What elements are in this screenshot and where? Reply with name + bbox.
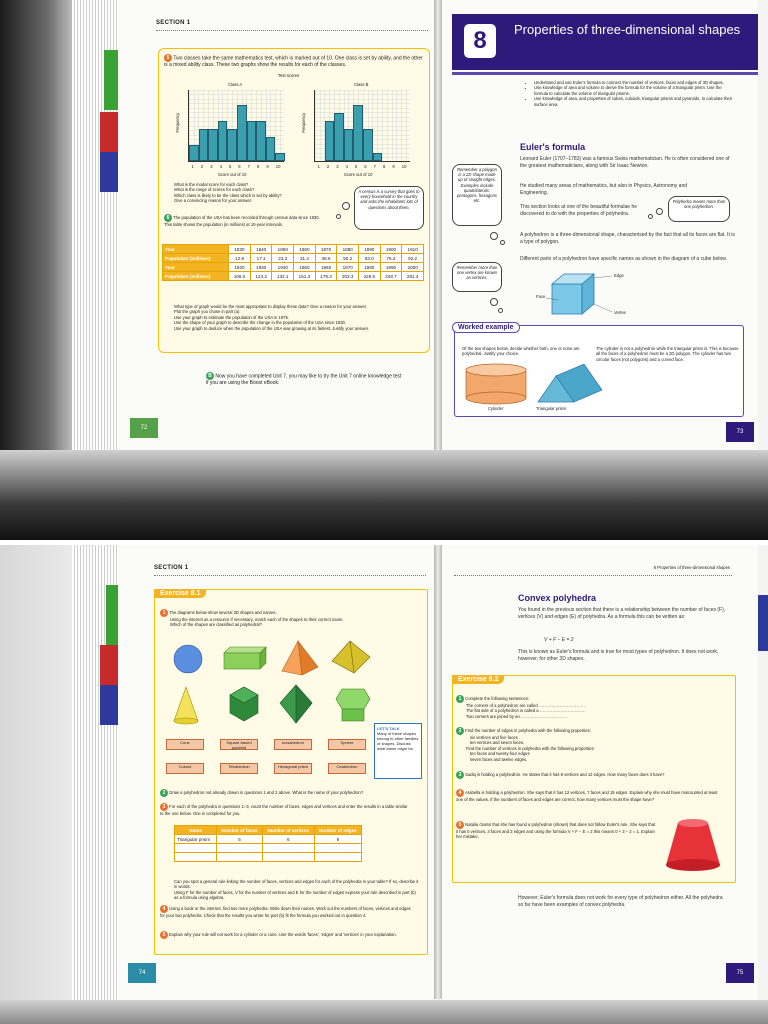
question-intro: 5 Two classes take the same mathematics test, which is marked out of 10. One class is set by ability, and the other is a mixed ability class. These two graphs show the results for each of the classes. — [164, 55, 423, 68]
histogram-bar — [189, 145, 199, 161]
question-number: 6 — [164, 214, 172, 222]
histogram-bar — [344, 129, 354, 161]
table-row — [163, 254, 424, 263]
census-callout: A census is a survey that goes to every household in the country and asks the inhabitants lots of questions about them. — [354, 186, 424, 230]
histogram-bar — [266, 137, 276, 161]
table-cell: 281.4 — [402, 272, 424, 281]
graph-a — [188, 90, 284, 162]
shape-name-hexagonal-prism[interactable]: Hexagonal prism — [274, 763, 312, 774]
page-73 — [440, 0, 758, 450]
column-header: Number of edges — [314, 826, 361, 835]
thought-bubble — [490, 232, 498, 240]
x-tick-label: 1 — [317, 164, 320, 169]
histogram-bar — [256, 121, 266, 161]
thought-bubble — [648, 214, 653, 219]
para-3: This section looks at one of the beautiful formulae he discovered to do with the properties of polyhedra. — [520, 204, 638, 217]
table-cell: 1870 — [315, 245, 337, 254]
table-cell: 6 — [262, 835, 314, 844]
shape-name-cone[interactable]: Cone — [166, 739, 204, 750]
x-tick-label: 9 — [266, 164, 269, 169]
para-5: Different parts of a polyhedron have specific names as shown in the diagram of a cube below. — [520, 256, 727, 262]
table-cell: 2000 — [402, 263, 424, 272]
frustum-drawing — [662, 815, 724, 875]
table-cell: 106.0 — [229, 272, 251, 281]
question-number: 4 — [456, 789, 464, 797]
table-cell: 1880 — [337, 245, 359, 254]
table-row — [163, 263, 424, 272]
histogram-bar — [237, 105, 247, 161]
x-tick-label: 10 — [275, 164, 281, 169]
page-number: 73 — [726, 422, 754, 442]
q5-block: 5 Natalia claims that she has found a polyhedron (shown) that does not follow Euler's rule. She says that it has 0 vertices, 3 faces and 2 edges and using the formula V + F − E = 2 this means 0 + 3 − 2 = 1. Explain her mistake. — [456, 822, 656, 840]
page-number: 74 — [128, 963, 156, 983]
q4-text: Can you spot a general rule linking the number of faces, vertices and edges for each of the polyhedra in your table? If so, describe it in words. Using F for the number of faces, V for the number of vertices and E for the number of edges express your rule described in part (b) as a formula using algebra. — [174, 879, 419, 901]
formula: V + F − E = 2 — [544, 637, 574, 643]
table-cell: 23.2 — [272, 254, 294, 263]
q6-text: 5 Explain why your rule will not work for a cylinder or a cone. Use the words 'faces', 'edges' and 'vertices' in your explanation. — [160, 931, 416, 939]
table-cell: 50.2 — [337, 254, 359, 263]
questions-a: What is the modal score for each class? What is the range of scores for each class? Which class is likely to be the class which is set by ability? Give a convincing reason for your answer. — [174, 182, 282, 204]
worked-question: Of the two shapes below, decide whether both, one or none are polyhedral. Justify your choice. — [462, 346, 580, 357]
table-cell — [262, 844, 314, 853]
x-tick-label: 3 — [336, 164, 339, 169]
graph-b — [314, 90, 410, 162]
table-cell: 1860 — [294, 245, 316, 254]
para-3: However, Euler's formula does not work for every type of polyhedron either. All the polyhedra so far have been examples of convex polyhedra. — [518, 895, 723, 908]
polygon-callout: Remember a polygon is a 2D shape made up of straight edges. Examples include quadrilaterals, pentagons, hexagons etc. — [452, 164, 502, 226]
objective-item: • Understand and use Euler's formula to connect the number of vertices, faces and edges of 3D shapes. — [534, 80, 734, 85]
page-74 — [118, 545, 436, 1000]
graph-b-ylabel: Frequency — [301, 112, 307, 133]
thought-bubble — [500, 240, 505, 245]
table-cell: Triangular prism — [175, 835, 217, 844]
x-tick-label: 5 — [228, 164, 232, 169]
histogram-bar — [275, 153, 285, 161]
histogram-bar — [353, 105, 363, 161]
prism-drawing — [534, 362, 604, 408]
x-tick-label: 5 — [354, 164, 358, 169]
thought-bubble — [336, 214, 341, 219]
table-cell: 1910 — [402, 245, 424, 254]
q6-intro: 6 The population of the USA has been recorded through census data since 1830. This table shows the population (in millions) at 10-year intervals. — [164, 215, 320, 227]
objective-item: • Use knowledge of area, and properties of cubes, cuboids, triangular prisms and pyramids, to calculate their surface area. — [534, 96, 734, 107]
objectives — [526, 80, 734, 107]
histogram-bar — [363, 129, 373, 161]
polyhedra-callout: Polyhedra means more than one polyhedron. — [668, 196, 730, 222]
histogram-bar — [334, 113, 344, 161]
shape-name-tetrahedron[interactable]: Tetrahedron — [220, 763, 258, 774]
histogram-bar — [218, 121, 228, 161]
x-tick-label: 3 — [210, 164, 213, 169]
histogram-bar — [373, 153, 383, 161]
section-label: SECTION 1 — [156, 20, 191, 26]
population-table — [162, 244, 424, 281]
graph-a-ylabel: Frequency — [175, 112, 181, 133]
table-cell — [175, 853, 217, 862]
table-cell: 1940 — [272, 263, 294, 272]
prism-label: Triangular prism — [536, 406, 567, 411]
table-row-empty — [175, 853, 362, 862]
x-tick-label: 7 — [373, 164, 376, 169]
x-tick-label: 4 — [219, 164, 222, 169]
questions-b: What type of graph would be the most appropriate to display these data? Give a reason for your answer. Plot the graph you chose in part (a). Use your graph to estimate the population of the USA in 1975. Use the shape of your graph to describe the change in the population of the USA since 1830. Use your graph to deduce when the population of the USA was growing at its fastest. Justify your answer. — [174, 304, 370, 331]
cube-diagram — [540, 266, 660, 326]
page-75 — [440, 545, 758, 1000]
x-tick-label: 6 — [364, 164, 367, 169]
question-number: 5 — [164, 54, 172, 62]
x-tick-label: 2 — [326, 164, 330, 169]
question-number: 4 — [160, 905, 168, 913]
question-number: 5 — [160, 931, 168, 939]
q3-block: 3 Sadiq is holding a polyhedron. He states that it has 8 vertices and 12 edges. How many faces does it have? — [456, 771, 726, 779]
row-header: Population (millions) — [163, 254, 229, 263]
worked-answer: The cylinder is not a polyhedron while the triangular prism is. This is because all the faces of a polyhedron must be a 2D polygon. The cylinder has two circular faces (not polygons) and a curved face. — [596, 346, 739, 362]
lets-talk-box — [374, 723, 422, 779]
table-cell: 203.3 — [337, 272, 359, 281]
thought-bubble — [498, 308, 503, 313]
question-number: 2 — [160, 789, 168, 797]
gutter — [434, 0, 442, 515]
table-row — [163, 272, 424, 281]
question-number: 5 — [456, 821, 464, 829]
divider — [156, 30, 428, 31]
faces-table — [174, 825, 362, 862]
divider — [454, 575, 732, 576]
table-row — [163, 245, 424, 254]
table-row — [175, 835, 362, 844]
shape-name-cuboid[interactable]: Cuboid — [166, 763, 204, 774]
graph-a-xticks — [188, 164, 284, 169]
row-header: Population (millions) — [163, 272, 229, 281]
worked-example-label: Worked example — [452, 322, 520, 333]
table-cell: 17.1 — [250, 254, 272, 263]
column-header: Number of faces — [217, 826, 263, 835]
lets-talk-title: LET'S TALK — [377, 726, 400, 731]
book-shadow — [0, 545, 80, 1024]
q5-text: 4 Using a book or the internet, find two more polyhedra. Write down their names. Work out the numbers of faces, vertices and edges for your two polyhedra. Check that the results you wrote for part (b) fit the formula you worked out in question 4. — [160, 906, 411, 918]
table-cell — [175, 844, 217, 853]
x-tick-label: 1 — [191, 164, 194, 169]
section-label: SECTION 1 — [154, 565, 189, 571]
para-2: He studied many areas of mathematics, but also in Physics, Astronomy and Engineering. — [520, 183, 688, 196]
table-cell: 179.3 — [315, 272, 337, 281]
table-cell: 1850 — [272, 245, 294, 254]
chapter-number: 8 — [464, 24, 496, 58]
histogram-bar — [247, 121, 257, 161]
thought-bubble — [342, 202, 350, 210]
question-number: 3 — [456, 771, 464, 779]
column-header: Number of vertices — [262, 826, 314, 835]
divider — [154, 575, 426, 576]
shape-name-square-pyramid[interactable]: Square-based pyramid — [220, 739, 258, 750]
graph-a-xlabel: Score out of 10 — [218, 172, 247, 177]
question-number: 1 — [456, 695, 464, 703]
cube-edge-label: Edge — [614, 273, 624, 278]
shape-name-icosahedron[interactable]: Icosahedron — [274, 739, 312, 750]
shape-name-octahedron[interactable]: Octahedron — [328, 763, 366, 774]
table-cell: 1830 — [229, 245, 251, 254]
table-cell: 151.3 — [294, 272, 316, 281]
cylinder-label: Cylinder — [488, 406, 504, 411]
table-cell: 76.2 — [380, 254, 402, 263]
x-tick-label: 9 — [392, 164, 395, 169]
table-surface — [0, 1000, 768, 1024]
para-4: A polyhedron is a three-dimensional shape, characterised by the fact that all its faces are flat. It is a type of polygon. — [520, 232, 735, 245]
graph-b-title: Class B — [354, 82, 369, 87]
x-tick-label: 7 — [247, 164, 250, 169]
table-cell: 1920 — [229, 263, 251, 272]
question-number: 2 — [456, 727, 464, 735]
table-header-row — [175, 826, 362, 835]
table-cell — [314, 844, 361, 853]
row-header: Year — [163, 245, 229, 254]
x-tick-label: 8 — [257, 164, 260, 169]
table-cell — [217, 853, 263, 862]
table-cell: 1950 — [294, 263, 316, 272]
question-number: 1 — [160, 609, 168, 617]
para-2: This is known as Euler's formula and is true for most types of polyhedron. It does not work, however, for other 3D shapes. — [518, 649, 719, 662]
table-cell: 38.6 — [315, 254, 337, 263]
table-cell: 248.7 — [380, 272, 402, 281]
x-tick-label: 10 — [401, 164, 407, 169]
page-72 — [118, 0, 436, 450]
boost-icon: B — [206, 372, 214, 380]
section-heading: Euler's formula — [520, 142, 586, 152]
histogram-bar — [325, 121, 335, 161]
gutter — [434, 545, 442, 999]
question-number: 3 — [160, 803, 168, 811]
table-cell: 1890 — [359, 245, 381, 254]
table-cell — [217, 844, 263, 853]
graph-b-xlabel: Score out of 10 — [344, 172, 373, 177]
column-header: Name — [175, 826, 217, 835]
page-number: 75 — [726, 963, 754, 983]
table-cell: 1970 — [337, 263, 359, 272]
page-number: 72 — [130, 418, 158, 438]
exercise-label: Exercise 8.2 — [452, 675, 504, 684]
histogram-bar — [227, 129, 237, 161]
table-cell: 1960 — [315, 263, 337, 272]
chapter-header — [452, 14, 758, 70]
para-1: You found in the previous section that there is a relationship between the number of faces (F), vertices (V) and edges (E) of polyhedra. As a formula this can be written as: — [518, 607, 726, 620]
unit-note: B Now you have completed Unit 7, you may like to try the Unit 7 online knowledge test if you are using the Boost eBook. — [206, 373, 402, 386]
table-cell: 12.9 — [229, 254, 251, 263]
q2-text: 2 Draw a polyhedron not already drawn in questions 1 and 2 above. What is the name of your polyhedron? — [160, 789, 410, 797]
table-cell: 1990 — [380, 263, 402, 272]
x-tick-label: 2 — [200, 164, 204, 169]
q1-text: 1 The diagrams below show several 3D shapes and names. Using the internet as a resource if necessary, match each of the shapes to their correct name. Which of the shapes are classified as polyhedral? — [160, 609, 420, 628]
x-tick-label: 8 — [383, 164, 386, 169]
section-heading: Convex polyhedra — [518, 593, 597, 603]
table-cell: 92.2 — [402, 254, 424, 263]
q2-block: 2 Find the number of edges in polyhedra with the following properties: six vertices and five faces ten vertices and seven faces. Find the number of vertices in polyhedra with the following properties: ten faces and twenty-four edges seven faces and twelve edges. — [456, 727, 726, 762]
histogram-bar — [199, 129, 209, 161]
x-tick-label: 6 — [238, 164, 241, 169]
table-cell: 132.1 — [272, 272, 294, 281]
thought-bubble — [656, 208, 663, 215]
table-row-empty — [175, 844, 362, 853]
objective-item: • Use knowledge of area and volume to derive the formula for the volume of a triangular prism. Use the formula to calculate the volume of triangular prisms. — [534, 85, 734, 96]
table-cell: 1930 — [250, 263, 272, 272]
running-head: 8 Properties of three-dimensional shapes — [653, 565, 730, 570]
table-cell: 226.5 — [359, 272, 381, 281]
cylinder-drawing — [462, 362, 532, 408]
q1-block: 1 Complete the following sentences: The corners of a polyhedron are called …………………………… The flat side of a polyhedron is called a …………………………… Two corners are joined by an …………………………… — [456, 695, 726, 719]
table-cell: 1840 — [250, 245, 272, 254]
cube-face-label: Face — [536, 294, 546, 299]
row-header: Year — [163, 263, 229, 272]
table-cell: 9 — [314, 835, 361, 844]
graph-a-title: Class A — [228, 82, 243, 87]
q3-text: 3 For each of the polyhedra in questions 1–3, count the number of faces, edges and vertices and enter the results in a table similar to the one below. One is completed for you. — [160, 804, 408, 816]
table-surface — [0, 450, 768, 540]
table-cell: 31.4 — [294, 254, 316, 263]
exercise-label: Exercise 8.1 — [154, 589, 206, 598]
cube-vertex-label: Vertex — [614, 310, 626, 315]
chapter-title: Properties of three-dimensional shapes — [514, 22, 741, 37]
x-tick-label: 4 — [345, 164, 348, 169]
table-cell: 5 — [217, 835, 263, 844]
lets-talk-text: Many of these shapes belong to other families of shapes. Discuss what these might be. — [377, 731, 419, 751]
table-cell — [314, 853, 361, 862]
header-rule — [452, 72, 758, 75]
q4-block: 4 Arabella is holding a polyhedron. She says that it has 12 vertices, 7 faces and 15 edges. Explain why she must have miscounted at least one of the values. If the numbers of faces and edges are correct, how many vertices must the shape have? — [456, 790, 718, 802]
bottom-spread — [0, 545, 768, 1024]
para-1: Leonard Euler (1707–1783) was a famous Swiss mathematician. He is often considered one of the greatest mathematicians, along with Sir Isaac Newton. — [520, 156, 730, 169]
table-cell: 63.0 — [359, 254, 381, 263]
graph-b-xticks — [314, 164, 410, 169]
table-cell: 1900 — [380, 245, 402, 254]
histogram-bar — [208, 129, 218, 161]
table-cell: 123.2 — [250, 272, 272, 281]
table-cell — [262, 853, 314, 862]
thought-bubble — [490, 298, 498, 306]
vertex-callout: Remember more than one vertex are known as vertices. — [452, 262, 502, 292]
shapes-illustration — [166, 637, 376, 737]
shape-name-sphere[interactable]: Sphere — [328, 739, 366, 750]
graphs-title: Test scores — [278, 73, 300, 78]
table-cell: 1980 — [359, 263, 381, 272]
